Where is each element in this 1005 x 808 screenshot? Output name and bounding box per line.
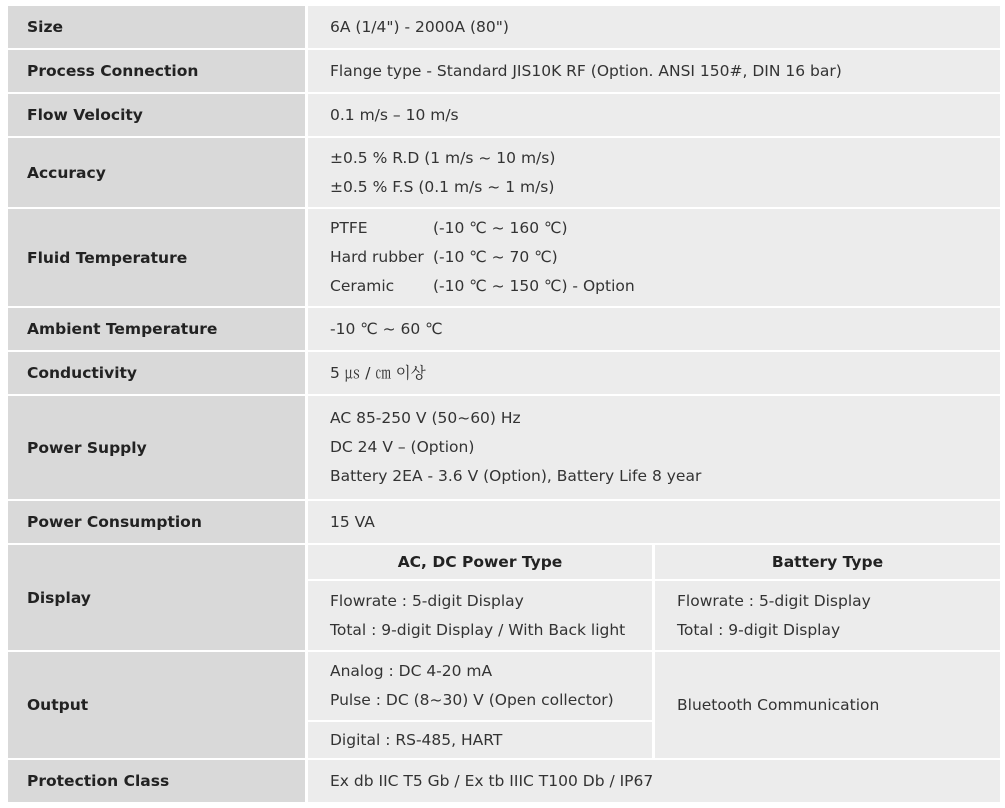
display-ac-dc-line: Flowrate : 5-digit Display: [330, 591, 524, 610]
row-process-connection: [8, 50, 1000, 92]
power-consumption-label: Power Consumption: [8, 501, 305, 543]
flow-velocity-value-text: 0.1 m/s – 10 m/s: [330, 105, 459, 124]
conductivity-value-text: 5 ㎲ / ㎝ 이상: [330, 363, 426, 382]
row-output: [8, 652, 1000, 758]
flow-velocity-label: Flow Velocity: [8, 94, 305, 136]
display-battery-line: Total : 9-digit Display: [677, 620, 841, 639]
accuracy-line: ±0.5 % F.S (0.1 m/s ~ 1 m/s): [330, 177, 555, 196]
conductivity-value: [308, 352, 1000, 394]
protection-class-value-text: Ex db IIC T5 Gb / Ex tb IIIC T100 Db / IP67: [330, 771, 654, 790]
material-name: PTFE: [330, 219, 368, 238]
output-ac-dc-line: Analog : DC 4-20 mA: [330, 662, 493, 681]
output-battery-value: [655, 652, 1000, 758]
process-connection-value-text: Flange type - Standard JIS10K RF (Option. ANSI 150#, DIN 16 bar): [330, 61, 842, 80]
ambient-temperature-value: [308, 308, 1000, 350]
display-ac-dc-value: [308, 581, 652, 650]
output-battery-text: Bluetooth Communication: [677, 695, 880, 714]
fluid-temperature-label: Fluid Temperature: [8, 209, 305, 306]
temperature-range: (-10 ℃ ~ 70 ℃): [433, 248, 558, 267]
power-supply-label: Power Supply: [8, 396, 305, 499]
protection-class-value: [308, 760, 1000, 802]
battery-header-text: Battery Type: [771, 553, 884, 571]
process-connection-label: Process Connection: [8, 50, 305, 92]
power-supply-line: DC 24 V – (Option): [330, 438, 475, 457]
row-size: [8, 6, 1000, 48]
temperature-range: (-10 ℃ ~ 160 ℃): [433, 219, 568, 238]
size-label: Size: [8, 6, 305, 48]
power-consumption-value-text: 15 VA: [330, 512, 375, 531]
power-supply-line: Battery 2EA - 3.6 V (Option), Battery Life 8 year: [330, 466, 702, 485]
ambient-temperature-label: Ambient Temperature: [8, 308, 305, 350]
ambient-temperature-value-text: -10 ℃ ~ 60 ℃: [330, 319, 443, 338]
fluid-temperature-value: [308, 209, 1000, 306]
display-label: Display: [8, 545, 305, 650]
row-fluid-temperature: [8, 209, 1000, 306]
accuracy-value: [308, 138, 1000, 207]
power-supply-value: [308, 396, 1000, 499]
temperature-range: (-10 ℃ ~ 150 ℃) - Option: [433, 276, 635, 295]
fluid-temperature-item: [330, 243, 1000, 272]
row-protection-class: [8, 760, 1000, 802]
power-supply-line: AC 85-250 V (50~60) Hz: [330, 409, 521, 428]
size-value-text: 6A (1/4") - 2000A (80"): [330, 17, 509, 36]
row-power-supply: [8, 396, 1000, 499]
accuracy-label: Accuracy: [8, 138, 305, 207]
row-power-consumption: [8, 501, 1000, 543]
output-digital-value: [308, 722, 652, 758]
process-connection-value: [308, 50, 1000, 92]
material-name: Hard rubber: [330, 248, 424, 267]
row-display: [8, 545, 1000, 650]
protection-class-label: Protection Class: [8, 760, 305, 802]
output-ac-dc-value: [308, 652, 652, 720]
material-name: Ceramic: [330, 276, 395, 295]
size-value: [308, 6, 1000, 48]
accuracy-line: ±0.5 % R.D (1 m/s ~ 10 m/s): [330, 148, 556, 167]
display-ac-dc-line: Total : 9-digit Display / With Back light: [330, 620, 626, 639]
display-battery-line: Flowrate : 5-digit Display: [677, 591, 871, 610]
row-flow-velocity: [8, 94, 1000, 136]
display-ac-dc-header: [308, 545, 652, 579]
output-label: Output: [8, 652, 305, 758]
row-accuracy: [8, 138, 1000, 207]
fluid-temperature-item: [330, 272, 1000, 301]
row-conductivity: [8, 352, 1000, 394]
display-battery-header: [655, 545, 1000, 579]
power-consumption-value: [308, 501, 1000, 543]
output-digital-text: Digital : RS-485, HART: [330, 730, 503, 749]
row-ambient-temperature: [8, 308, 1000, 350]
display-battery-value: [655, 581, 1000, 650]
fluid-temperature-item: [330, 214, 1000, 243]
output-ac-dc-line: Pulse : DC (8~30) V (Open collector): [330, 691, 614, 709]
flow-velocity-value: [308, 94, 1000, 136]
conductivity-label: Conductivity: [8, 352, 305, 394]
ac-dc-header-text: AC, DC Power Type: [397, 553, 563, 571]
